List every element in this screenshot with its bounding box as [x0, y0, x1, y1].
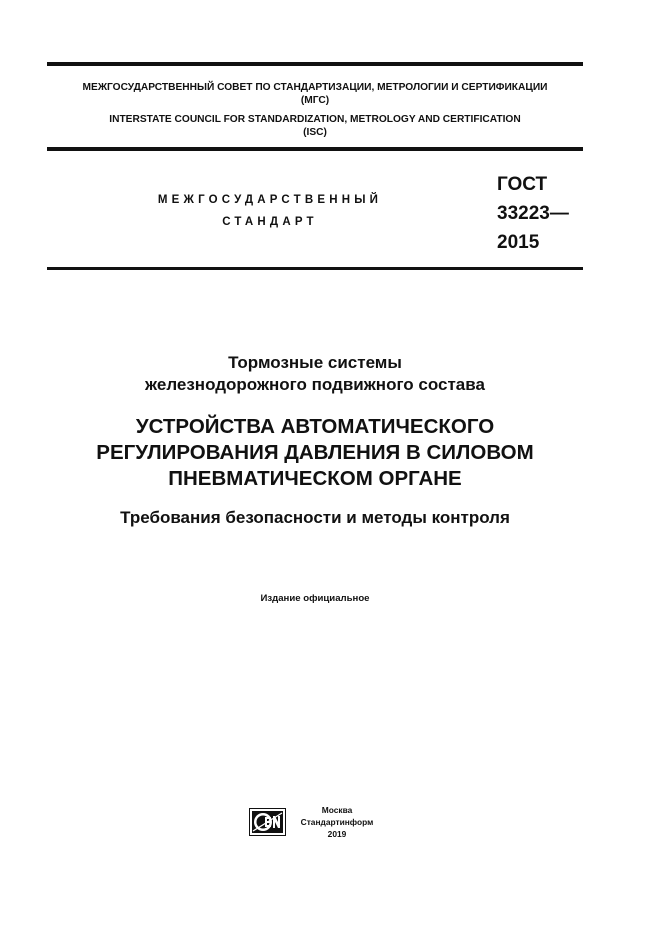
- title-subject: [47, 352, 583, 396]
- title-main-line2: РЕГУЛИРОВАНИЯ ДАВЛЕНИЯ В СИЛОВОМ: [96, 441, 534, 464]
- publisher-name: Стандартинформ: [300, 817, 374, 827]
- council-en-name: INTERSTATE COUNCIL FOR STANDARDIZATION, METROLOGY AND CERTIFICATION: [109, 114, 521, 125]
- standartinform-logo-icon: [249, 808, 286, 836]
- title-requirements: Требования безопасности и методы контроля: [120, 508, 510, 527]
- council-ru-block: [47, 81, 583, 107]
- top-rule: [47, 62, 583, 66]
- title-main: [47, 414, 583, 492]
- title-main-line3: ПНЕВМАТИЧЕСКОМ ОРГАНЕ: [168, 467, 462, 490]
- gost-number: 33223—: [497, 203, 569, 224]
- gost-prefix: ГОСТ: [497, 174, 548, 195]
- standard-type: [100, 189, 440, 233]
- header-bottom-rule: [47, 147, 583, 151]
- publisher-city: Москва: [321, 805, 353, 815]
- publisher-year: 2019: [327, 829, 347, 839]
- gost-designation: [497, 170, 569, 257]
- title-line1: Тормозные системы: [228, 353, 402, 372]
- standard-type-line1: МЕЖГОСУДАРСТВЕННЫЙ: [157, 194, 383, 206]
- council-ru-name: МЕЖГОСУДАРСТВЕННЫЙ СОВЕТ ПО СТАНДАРТИЗАЦИИ, МЕТРОЛОГИИ И СЕРТИФИКАЦИИ: [82, 82, 548, 93]
- designation-bottom-rule: [47, 267, 583, 270]
- council-ru-abbr: (МГС): [300, 95, 330, 106]
- title-main-line1: УСТРОЙСТВА АВТОМАТИЧЕСКОГО: [135, 415, 495, 438]
- gost-year: 2015: [497, 232, 540, 253]
- council-en-block: [47, 113, 583, 139]
- edition-label: Издание официальное: [260, 593, 370, 604]
- standard-type-line2: СТАНДАРТ: [222, 216, 318, 228]
- council-en-abbr: (ISC): [303, 127, 327, 138]
- publisher-block: [296, 804, 378, 840]
- title-line2: железнодорожного подвижного состава: [145, 375, 485, 394]
